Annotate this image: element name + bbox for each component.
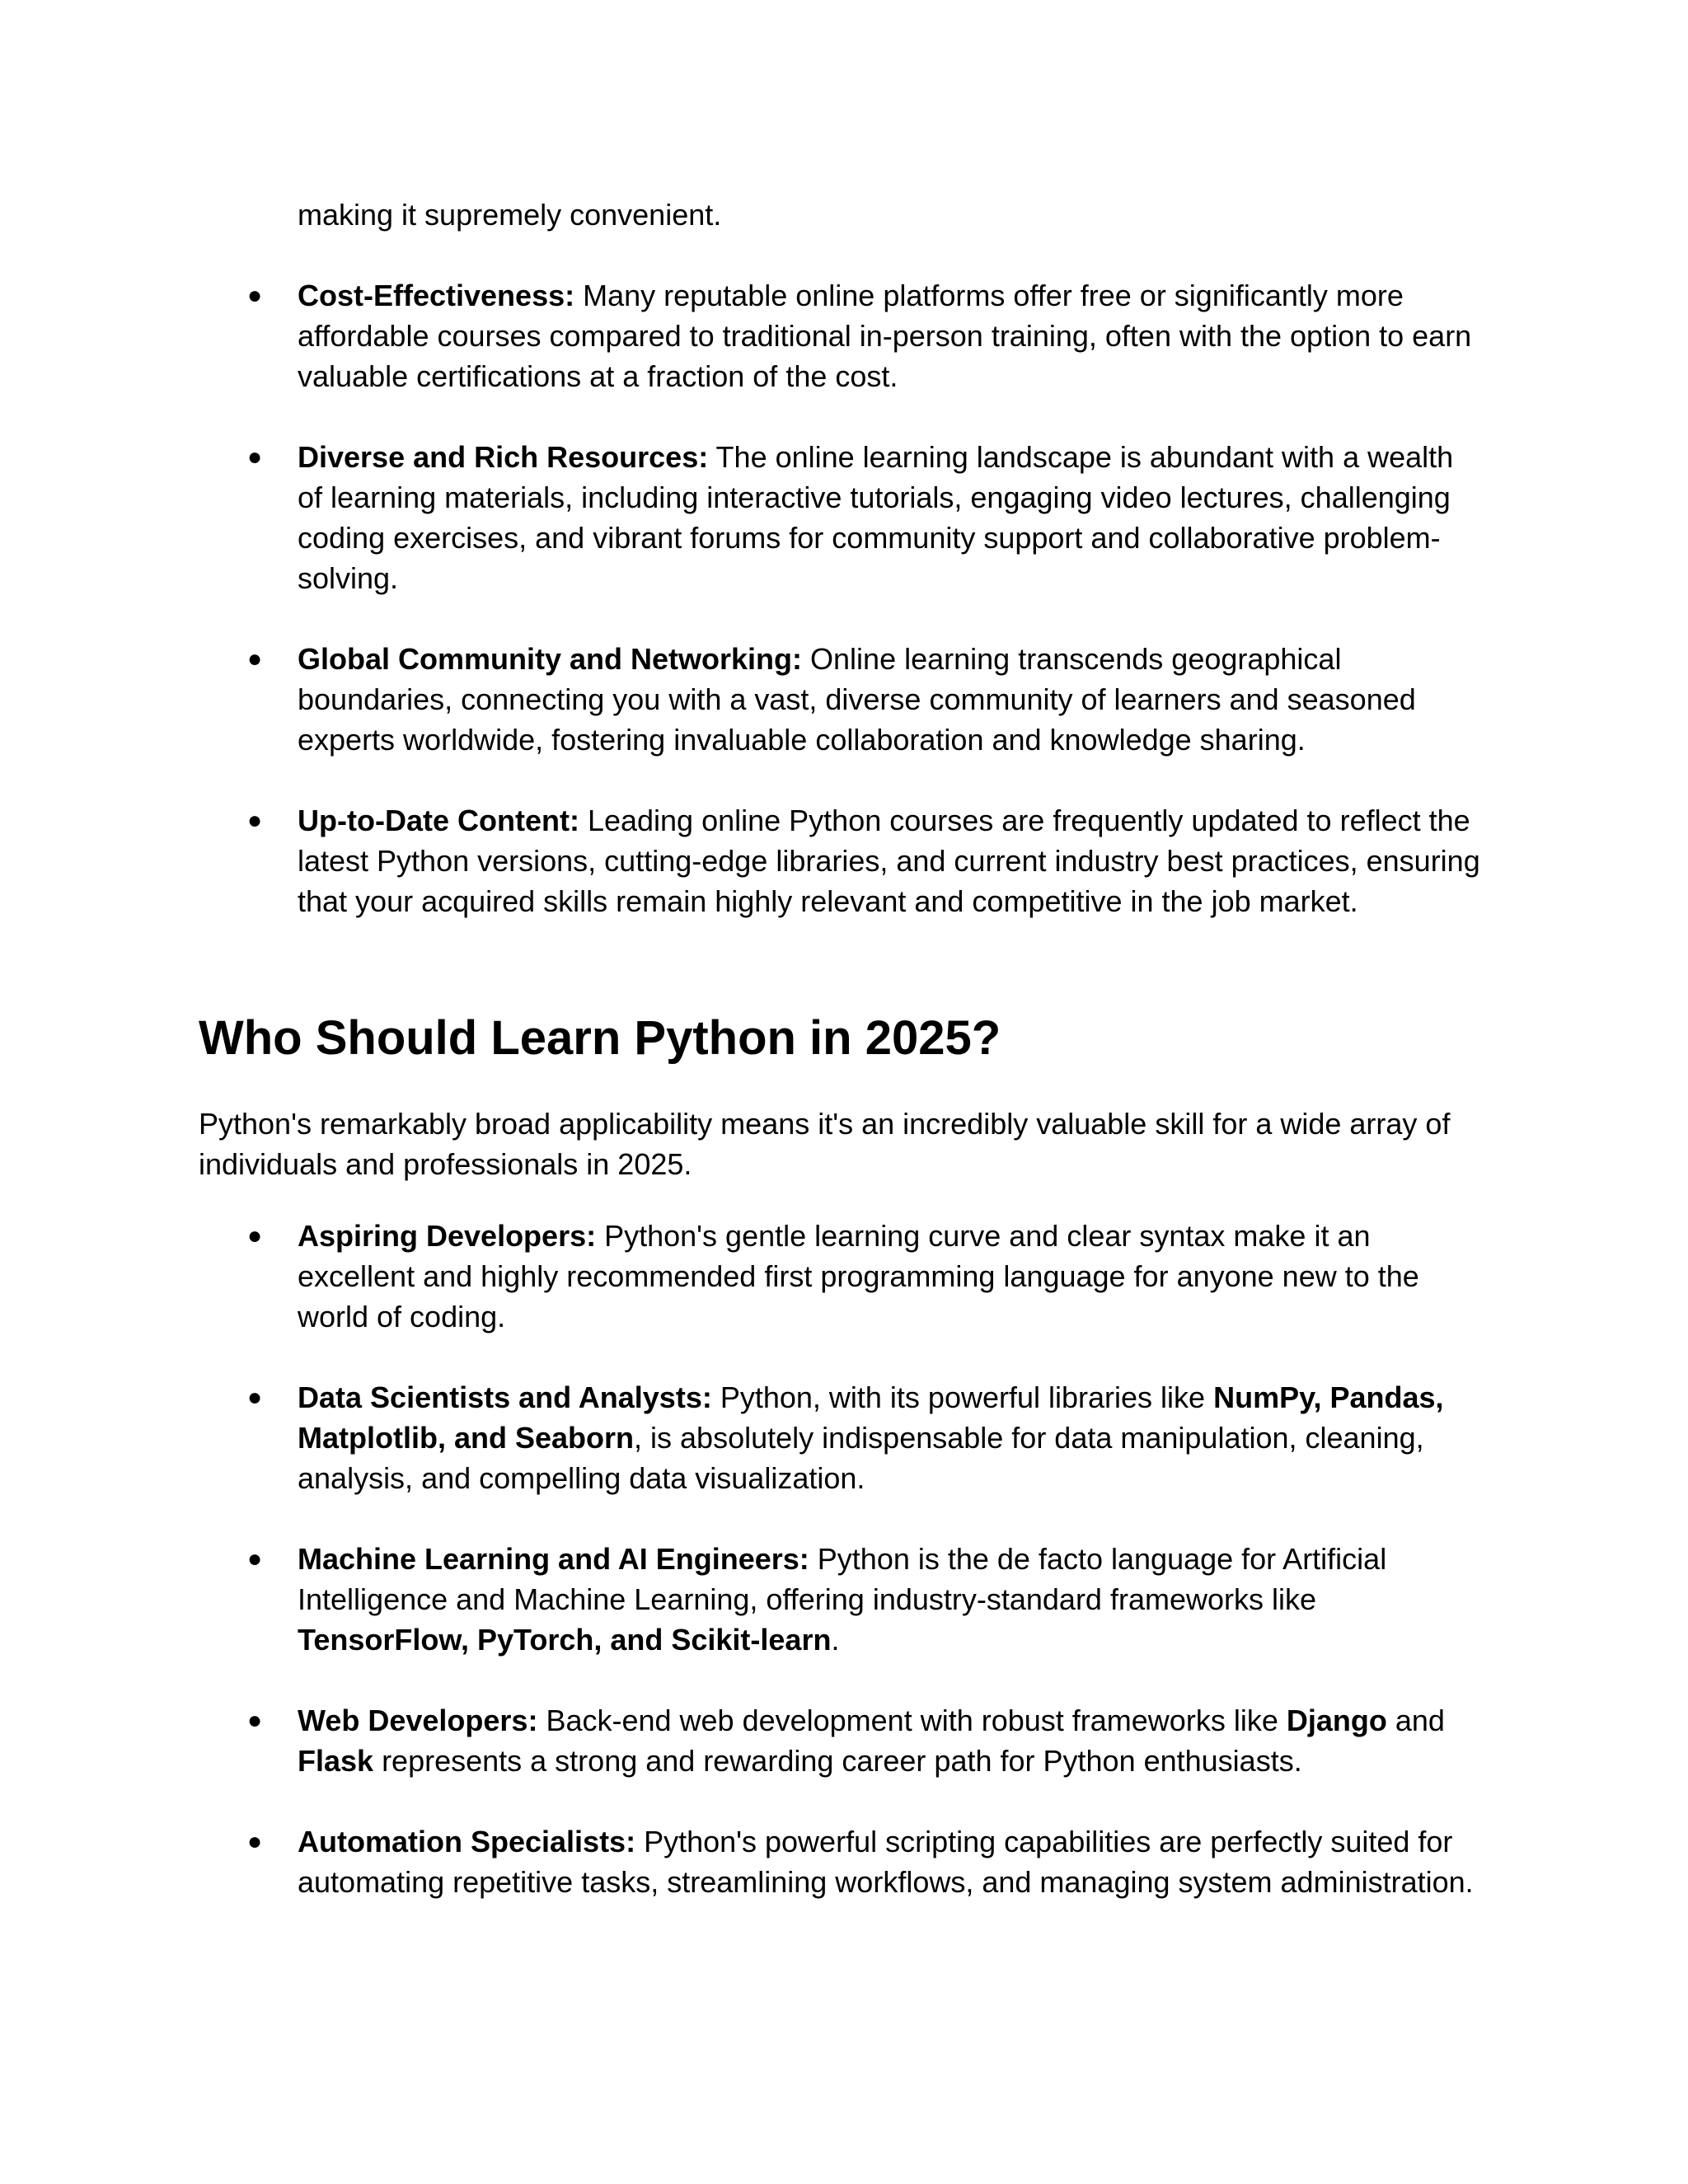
list-item xyxy=(0,1700,1484,1781)
item-text: Python, with its powerful libraries like xyxy=(711,1380,1214,1414)
item-text: Python's powerful scripting capabilities are perfectly suited for automating repetitive tasks, streamlining workflows, and managing system administration. xyxy=(298,1825,1474,1899)
bullet-icon: ● xyxy=(247,645,263,673)
item-text: Online learning transcends geographical boundaries, connecting you with a vast, diverse community of learners and seasoned experts worldwide, fostering invaluable collaboration and knowledge sharing. xyxy=(298,642,1416,757)
list-item xyxy=(0,800,1484,921)
list-item xyxy=(0,275,1484,396)
item-term: Diverse and Rich Resources: xyxy=(298,440,709,474)
list-item xyxy=(0,1539,1484,1660)
benefits-list xyxy=(0,275,1688,921)
item-term: Up-to-Date Content: xyxy=(298,804,579,837)
bullet-icon: ● xyxy=(247,1222,263,1249)
list-item xyxy=(0,1216,1484,1337)
item-text: The online learning landscape is abundant with a wealth of learning materials, including interactive tutorials, engaging video lectures, challenging coding exercises, and vibrant forums for community support and collaborative problem-solving. xyxy=(298,440,1454,595)
item-text: Python's gentle learning curve and clear syntax make it an excellent and highly recommended first programming language for anyone new to the world of coding. xyxy=(298,1219,1419,1333)
bullet-icon: ● xyxy=(247,1707,263,1734)
item-term: Web Developers: xyxy=(298,1704,538,1737)
item-term: Global Community and Networking: xyxy=(298,642,803,676)
item-bold-text: Django xyxy=(1286,1704,1387,1737)
item-text: . xyxy=(831,1623,840,1657)
bullet-icon: ● xyxy=(247,1545,263,1572)
item-term: Aspiring Developers: xyxy=(298,1219,597,1253)
bullet-icon: ● xyxy=(247,1384,263,1411)
item-bold-text: NumPy, Pandas, Matplotlib, and Seaborn xyxy=(298,1380,1444,1455)
audiences-list xyxy=(0,1216,1688,1902)
continuation-text: making it supremely convenient. xyxy=(298,198,722,232)
bullet-icon: ● xyxy=(247,282,263,309)
item-text: Python is the de facto language for Artificial Intelligence and Machine Learning, offering industry-standard frameworks like xyxy=(298,1542,1387,1616)
item-text: Many reputable online platforms offer free or significantly more affordable courses compared to traditional in-person training, often with the option to earn valuable certifications at a fraction of the cost. xyxy=(298,279,1472,393)
item-bold-text: Flask xyxy=(298,1744,374,1778)
list-item xyxy=(0,1377,1484,1498)
item-text: and xyxy=(1386,1704,1445,1737)
section-heading: Who Should Learn Python in 2025? xyxy=(199,1011,1001,1065)
item-text: Leading online Python courses are frequently updated to reflect the latest Python versions, cutting-edge libraries, and current industry best practices, ensuring that your acquired skills remain highly relevant and competitive in the job market. xyxy=(298,804,1480,918)
list-item xyxy=(0,437,1484,598)
bullet-icon: ● xyxy=(247,1828,263,1855)
bullet-icon: ● xyxy=(247,443,263,471)
list-item xyxy=(0,639,1484,760)
item-term: Automation Specialists: xyxy=(298,1825,636,1858)
bullet-icon: ● xyxy=(247,807,263,834)
item-text: Back-end web development with robust frameworks like xyxy=(537,1704,1287,1737)
item-term: Cost-Effectiveness: xyxy=(298,279,575,312)
item-term: Machine Learning and AI Engineers: xyxy=(298,1542,809,1576)
item-term: Data Scientists and Analysts: xyxy=(298,1380,712,1414)
list-item xyxy=(0,1821,1484,1902)
section-intro: Python's remarkably broad applicability means it's an incredibly valuable skill for a wide array of individuals and professionals in 2025. xyxy=(199,1107,1451,1181)
item-bold-text: TensorFlow, PyTorch, and Scikit-learn xyxy=(298,1623,832,1657)
item-text: , is absolutely indispensable for data manipulation, cleaning, analysis, and compelling data visualization. xyxy=(298,1421,1424,1495)
item-text: represents a strong and rewarding career path for Python enthusiasts. xyxy=(373,1744,1302,1778)
